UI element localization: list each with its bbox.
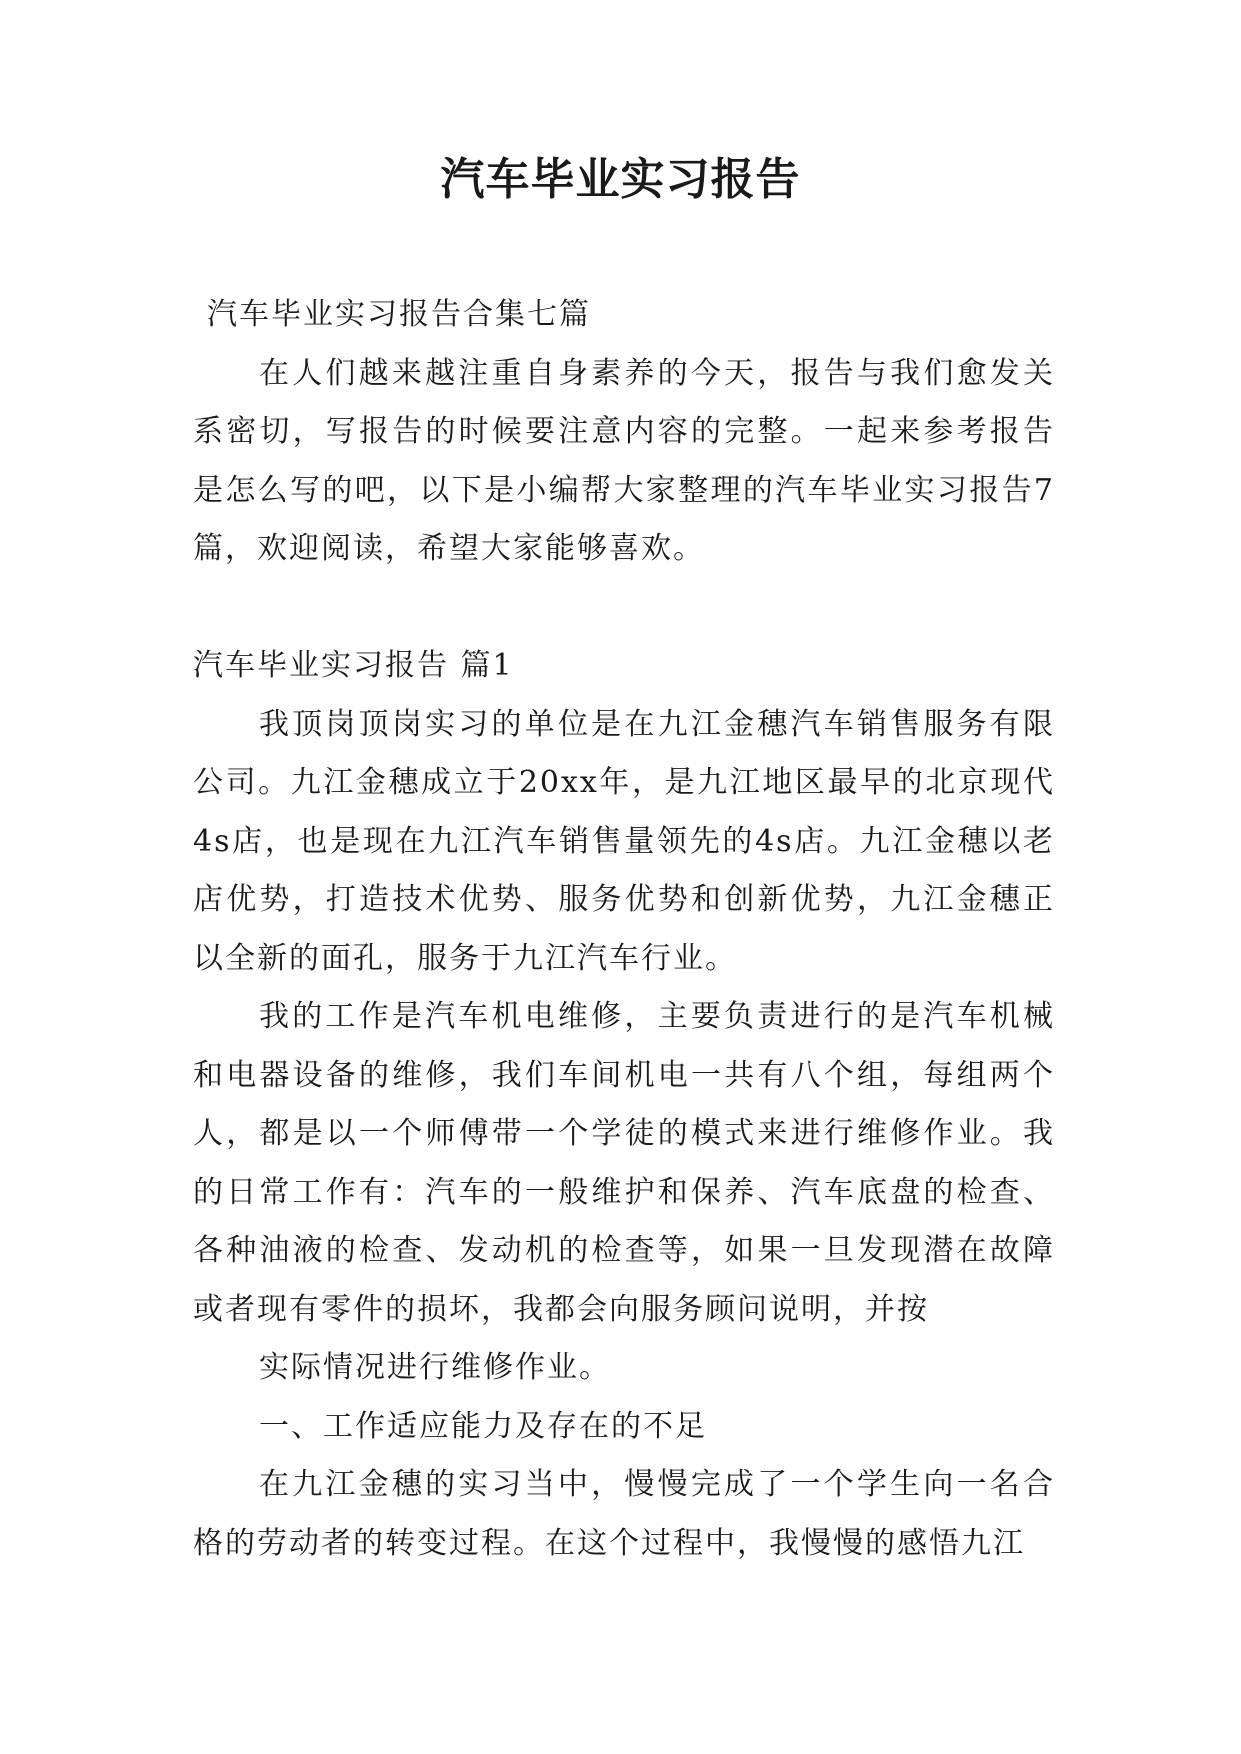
section-heading-1: 汽车毕业实习报告 篇1 — [193, 648, 514, 683]
paragraph-3: 实际情况进行维修作业。 — [259, 1350, 611, 1385]
paragraph-1: 我顶岗顶岗实习的单位是在九江金穗汽车销售服务有限公司。九江金穗成立于20xx年，是九江地区最早的北京现代4s店，也是现在九江汽车销售量领先的4s店。九江金穗以老店优势，打造技术优势、服务优势和创新优势，九江金穗正以全新的面孔，服务于九江汽车行业。 — [193, 706, 1055, 976]
section-spacer — [193, 579, 1055, 638]
document-subtitle: 汽车毕业实习报告合集七篇 — [207, 297, 591, 332]
document-body — [193, 286, 1055, 1573]
paragraph-2: 我的工作是汽车机电维修，主要负责进行的是汽车机械和电器设备的维修，我们车间机电一共有八个组，每组两个人，都是以一个师傅带一个学徒的模式来进行维修作业。我的日常工作有：汽车的一般维护和保养、汽车底盘的检查、各种油液的检查、发动机的检查等，如果一旦发现潜在故障或者现有零件的损坏，我都会向服务顾问说明，并按 — [193, 999, 1055, 1327]
document-title: 汽车毕业实习报告 — [440, 154, 801, 205]
paragraph-5: 在九江金穗的实习当中，慢慢完成了一个学生向一名合格的劳动者的转变过程。在这个过程中，我慢慢的感悟九江 — [193, 1467, 1055, 1561]
paragraph-4: 一、工作适应能力及存在的不足 — [259, 1408, 707, 1444]
intro-paragraph: 在人们越来越注重自身素养的今天，报告与我们愈发关系密切，写报告的时候要注意内容的完整。一起来参考报告是怎么写的吧，以下是小编帮大家整理的汽车毕业实习报告7篇，欢迎阅读，希望大家能够喜欢。 — [193, 355, 1055, 566]
